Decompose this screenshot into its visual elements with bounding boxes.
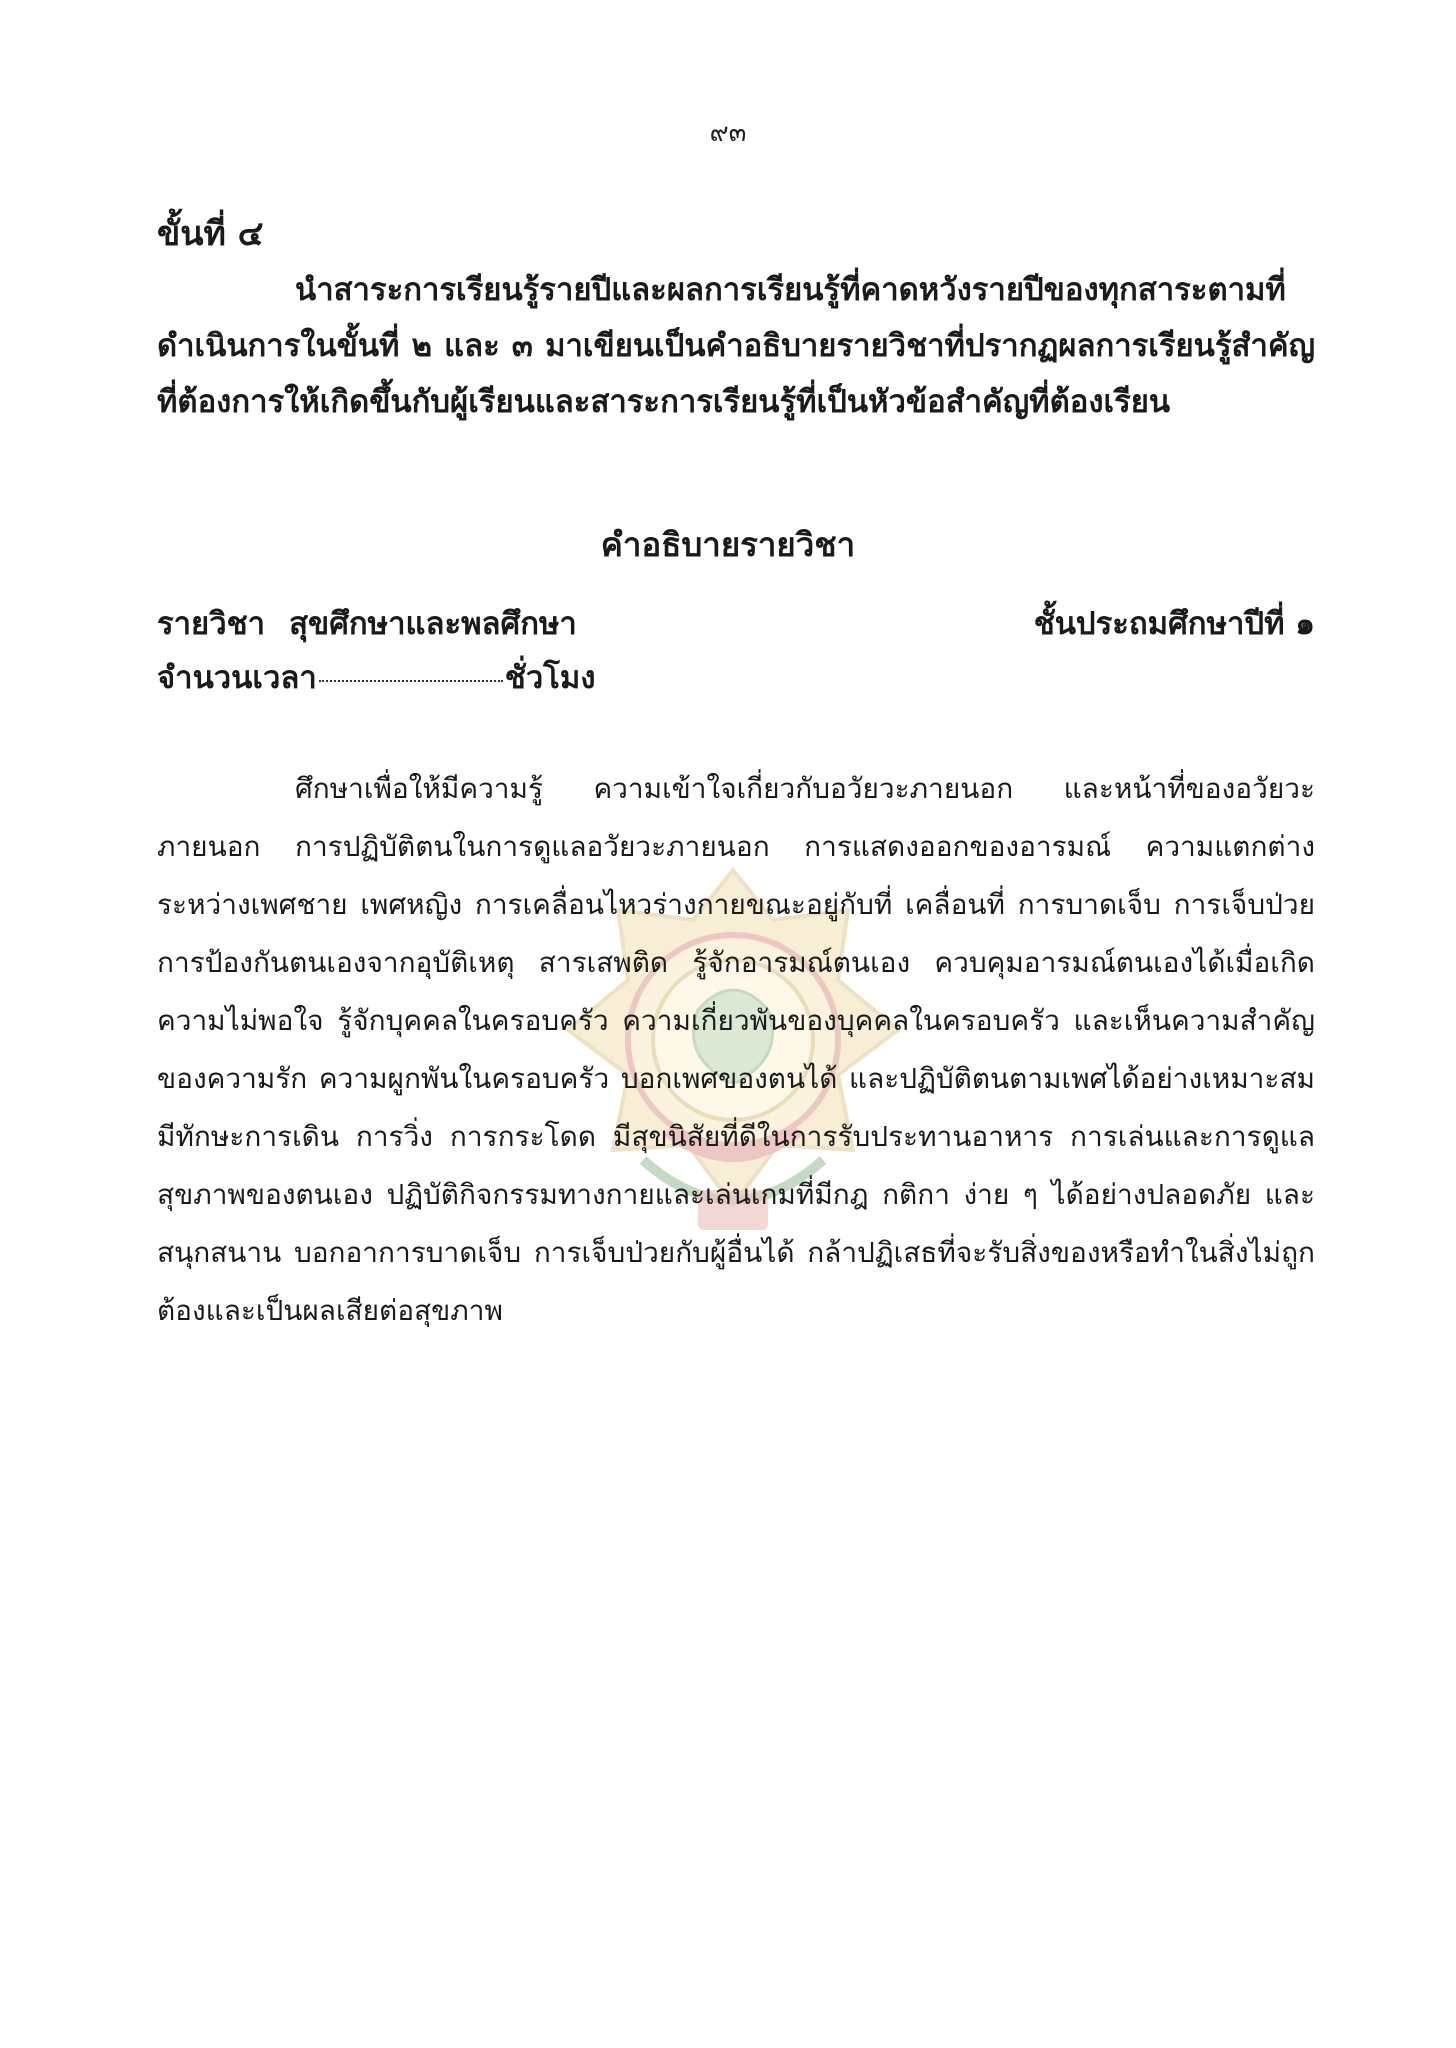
time-unit: ชั่วโมง <box>504 660 596 696</box>
time-row <box>157 652 1315 702</box>
step-heading: ขั้นที่ ๔ <box>157 214 264 254</box>
time-info <box>157 652 595 702</box>
step-paragraph: นำสาระการเรียนรู้รายปีและผลการเรียนรู้ที่คาดหวังรายปีของทุกสาระตามที่ดำเนินการในขั้นที่ ๒ และ ๓ มาเขียนเป็นคำอธิบายรายวิชาที่ปรากฏผลการเรียนรู้สำคัญที่ต้องการให้เกิดขึ้นกับผู้เรียนและสาระการเรียนรู้ที่เป็นหัวข้อสำคัญที่ต้องเรียน <box>157 272 1315 420</box>
grade-level: ชั้นประถมศึกษาปีที่ ๑ <box>1033 606 1315 642</box>
subject-label: รายวิชา <box>157 606 266 642</box>
document-title: คำอธิบายรายวิชา <box>600 525 856 564</box>
time-blank-field <box>319 680 503 682</box>
page-number: ๙๓ <box>709 118 747 148</box>
subject-row <box>157 598 1315 648</box>
course-description: ศึกษาเพื่อให้มีความรู้ ความเข้าใจเกี่ยวกับอวัยวะภายนอก และหน้าที่ของอวัยวะภายนอก การปฏิบัติตนในการดูแลอวัยวะภายนอก การแสดงออกของอารมณ์ ความแตกต่างระหว่างเพศชาย เพศหญิง การเคลื่อนไหวร่างกายขณะอยู่กับที่ เคลื่อนที่ การบาดเจ็บ การเจ็บป่วย การป้องกันตนเองจากอุบัติเหตุ สารเสพติด รู้จักอารมณ์ตนเอง ควบคุมอารมณ์ตนเองได้เมื่อเกิดความไม่พอใจ รู้จักบุคคลในครอบครัว ความเกี่ยวพันของบุคคลในครอบครัว และเห็นความสำคัญของความรัก ความผูกพันในครอบครัว บอกเพศของตนได้ และปฏิบัติตนตามเพศได้อย่างเหมาะสม มีทักษะการเดิน การวิ่ง การกระโดด มีสุขนิสัยที่ดีในการรับประทานอาหาร การเล่นและการดูแลสุขภาพของตนเอง ปฏิบัติกิจกรรมทางกายและเล่นเกมที่มีกฎ กติกา ง่าย ๆ ได้อย่างปลอดภัย และสนุกสนาน บอกอาการบาดเจ็บ การเจ็บป่วยกับผู้อื่นได้ กล้าปฏิเสธที่จะรับสิ่งของหรือทำในสิ่งไม่ถูกต้องและเป็นผลเสียต่อสุขภาพ <box>157 772 1315 1327</box>
time-label: จำนวนเวลา <box>157 660 317 696</box>
subject-name: สุขศึกษาและพลศึกษา <box>289 606 577 642</box>
subject-info <box>157 598 577 648</box>
